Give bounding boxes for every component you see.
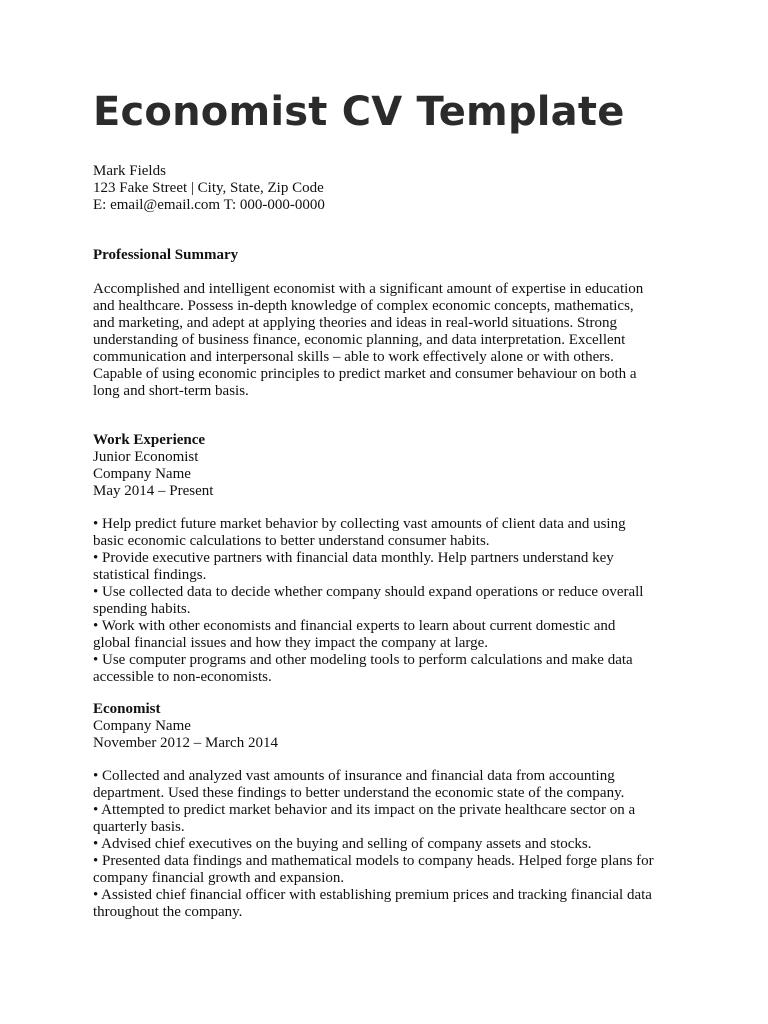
bullet-line: company financial growth and expansion. xyxy=(93,870,345,886)
bullet-line: global financial issues and how they impact the company at large. xyxy=(93,635,489,651)
bullet-line: • Advised chief executives on the buying and selling of company assets and stocks. xyxy=(93,836,592,852)
bullet-line: quarterly basis. xyxy=(93,819,185,835)
bullet-line: • Work with other economists and financial experts to learn about current domestic and xyxy=(93,618,616,634)
bullet-line: department. Used these findings to better understand the economic state of the company. xyxy=(93,785,625,801)
bullet-line: throughout the company. xyxy=(93,904,243,920)
summary-line: understanding of business finance, economic planning, and data interpretation. Excellent xyxy=(93,332,626,348)
job-title: Junior Economist xyxy=(93,449,199,465)
contact-block xyxy=(93,163,693,214)
bullet-line: • Use collected data to decide whether company should expand operations or reduce overall xyxy=(93,584,644,600)
work-experience-section xyxy=(93,432,693,500)
summary-line: Capable of using economic principles to predict market and consumer behaviour on both a xyxy=(93,366,637,382)
bullet-line: • Use computer programs and other modeling tools to perform calculations and make data xyxy=(93,652,633,668)
summary-line: long and short-term basis. xyxy=(93,383,249,399)
contact-name: Mark Fields xyxy=(93,163,166,179)
work-experience-heading: Work Experience xyxy=(93,432,206,448)
bullet-line: • Attempted to predict market behavior and its impact on the private healthcare sector on a xyxy=(93,802,636,818)
job-bullets xyxy=(93,516,693,686)
bullet-line: • Collected and analyzed vast amounts of insurance and financial data from accounting xyxy=(93,768,615,784)
job-company: Company Name xyxy=(93,466,191,482)
bullet-line: spending habits. xyxy=(93,601,191,617)
bullet-line: accessible to non-economists. xyxy=(93,669,272,685)
summary-line: and marketing, and adept at applying theories and ideas in real-world situations. Strong xyxy=(93,315,618,331)
summary-paragraph xyxy=(93,281,693,400)
bullet-line: • Provide executive partners with financial data monthly. Help partners understand key xyxy=(93,550,614,566)
document-title: Economist CV Template xyxy=(93,89,625,135)
summary-heading: Professional Summary xyxy=(93,247,239,263)
job-bullets xyxy=(93,768,693,921)
contact-email-phone: E: email@email.com T: 000-000-0000 xyxy=(93,197,325,213)
job-dates: May 2014 – Present xyxy=(93,483,214,499)
bullet-line: • Assisted chief financial officer with establishing premium prices and tracking financial data xyxy=(93,887,652,903)
job-title: Economist xyxy=(93,701,161,717)
contact-address: 123 Fake Street | City, State, Zip Code xyxy=(93,180,324,196)
job-entry xyxy=(93,701,693,752)
summary-line: Accomplished and intelligent economist with a significant amount of expertise in education xyxy=(93,281,644,297)
job-company: Company Name xyxy=(93,718,191,734)
bullet-line: statistical findings. xyxy=(93,567,207,583)
bullet-line: • Presented data findings and mathematical models to company heads. Helped forge plans for xyxy=(93,853,654,869)
bullet-line: • Help predict future market behavior by collecting vast amounts of client data and using xyxy=(93,516,626,532)
summary-line: communication and interpersonal skills – able to work effectively alone or with others. xyxy=(93,349,614,365)
job-dates: November 2012 – March 2014 xyxy=(93,735,278,751)
bullet-line: basic economic calculations to better understand consumer habits. xyxy=(93,533,490,549)
summary-line: and healthcare. Possess in-depth knowledge of complex economic concepts, mathematics, xyxy=(93,298,634,314)
